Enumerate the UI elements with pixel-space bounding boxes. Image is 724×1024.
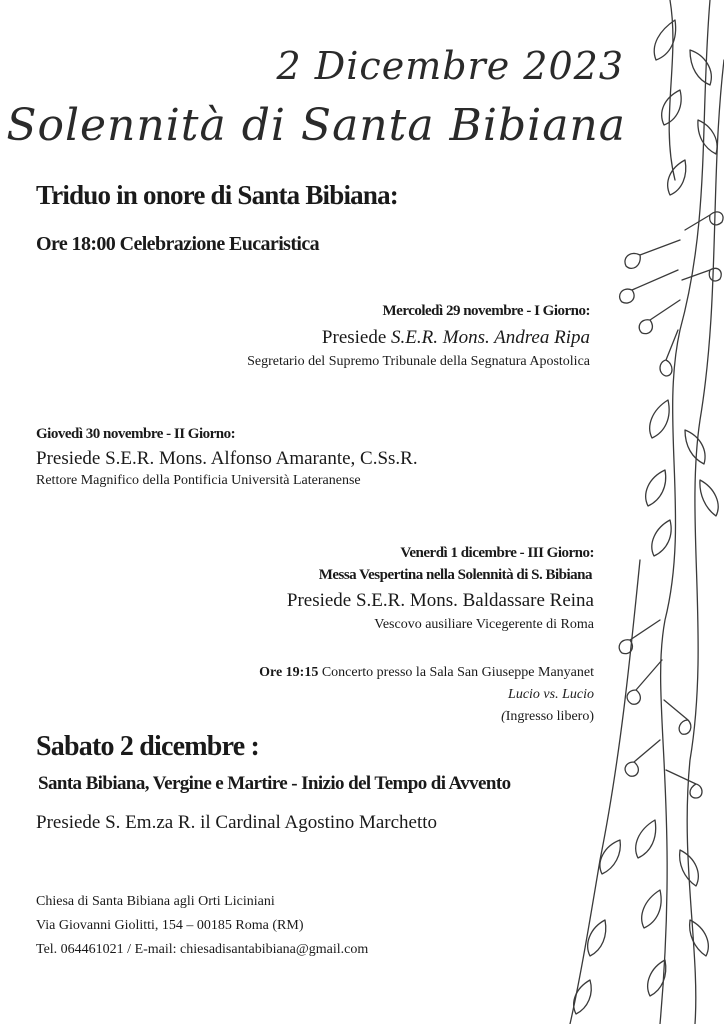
saturday-heading: Sabato 2 dicembre :	[36, 731, 260, 762]
concert-entry-text: Ingresso libero)	[505, 709, 594, 724]
event-date: 2 Dicembre 2023	[276, 44, 624, 88]
concert-entry	[501, 709, 594, 725]
concert-title: Lucio vs. Lucio	[508, 687, 594, 702]
day1-presider	[322, 327, 590, 349]
church-address: Via Giovanni Giolitti, 154 – 00185 Roma (RM)	[36, 918, 304, 933]
day1-role: Segretario del Supremo Tribunale della Segnatura Apostolica	[247, 354, 590, 369]
day2-presider: Presiede S.E.R. Mons. Alfonso Amarante, C.Ss.R.	[36, 448, 418, 469]
day2-role: Rettore Magnifico della Pontificia Università Lateranense	[36, 473, 361, 488]
concert-entry-open: (	[501, 709, 506, 724]
church-name: Chiesa di Santa Bibiana agli Orti Liciniani	[36, 894, 275, 909]
day3-mass: Messa Vespertina nella Solennità di S. Bibiana	[318, 567, 592, 583]
day3-label: Venerdì 1 dicembre - III Giorno:	[400, 545, 594, 561]
concert-line	[259, 665, 594, 681]
triduo-time-note: Ore 18:00 Celebrazione Eucaristica	[36, 233, 320, 255]
concert-text: Concerto presso la Sala San Giuseppe Manyanet	[318, 665, 594, 680]
day2-label: Giovedì 30 novembre - II Giorno:	[36, 426, 236, 442]
concert-time: Ore 19:15	[259, 665, 319, 680]
saturday-presider: Presiede S. Em.za R. il Cardinal Agostino Marchetto	[36, 812, 438, 833]
event-title: Solennità di Santa Bibiana	[6, 100, 626, 151]
triduo-heading: Triduo in onore di Santa Bibiana:	[36, 180, 398, 210]
church-contact: Tel. 064461021 / E-mail: chiesadisantabibiana@gmail.com	[36, 942, 369, 957]
day1-presider-name: S.E.R. Mons. Andrea Ripa	[391, 327, 590, 348]
day3-role: Vescovo ausiliare Vicegerente di Roma	[374, 617, 594, 632]
day3-presider: Presiede S.E.R. Mons. Baldassare Reina	[286, 590, 594, 611]
day1-label: Mercoledì 29 novembre - I Giorno:	[382, 303, 590, 319]
botanical-decoration-icon	[560, 0, 724, 1024]
day1-presider-prefix: Presiede	[321, 327, 392, 348]
saturday-liturgy: Santa Bibiana, Vergine e Martire - Inizio del Tempo di Avvento	[38, 773, 511, 794]
